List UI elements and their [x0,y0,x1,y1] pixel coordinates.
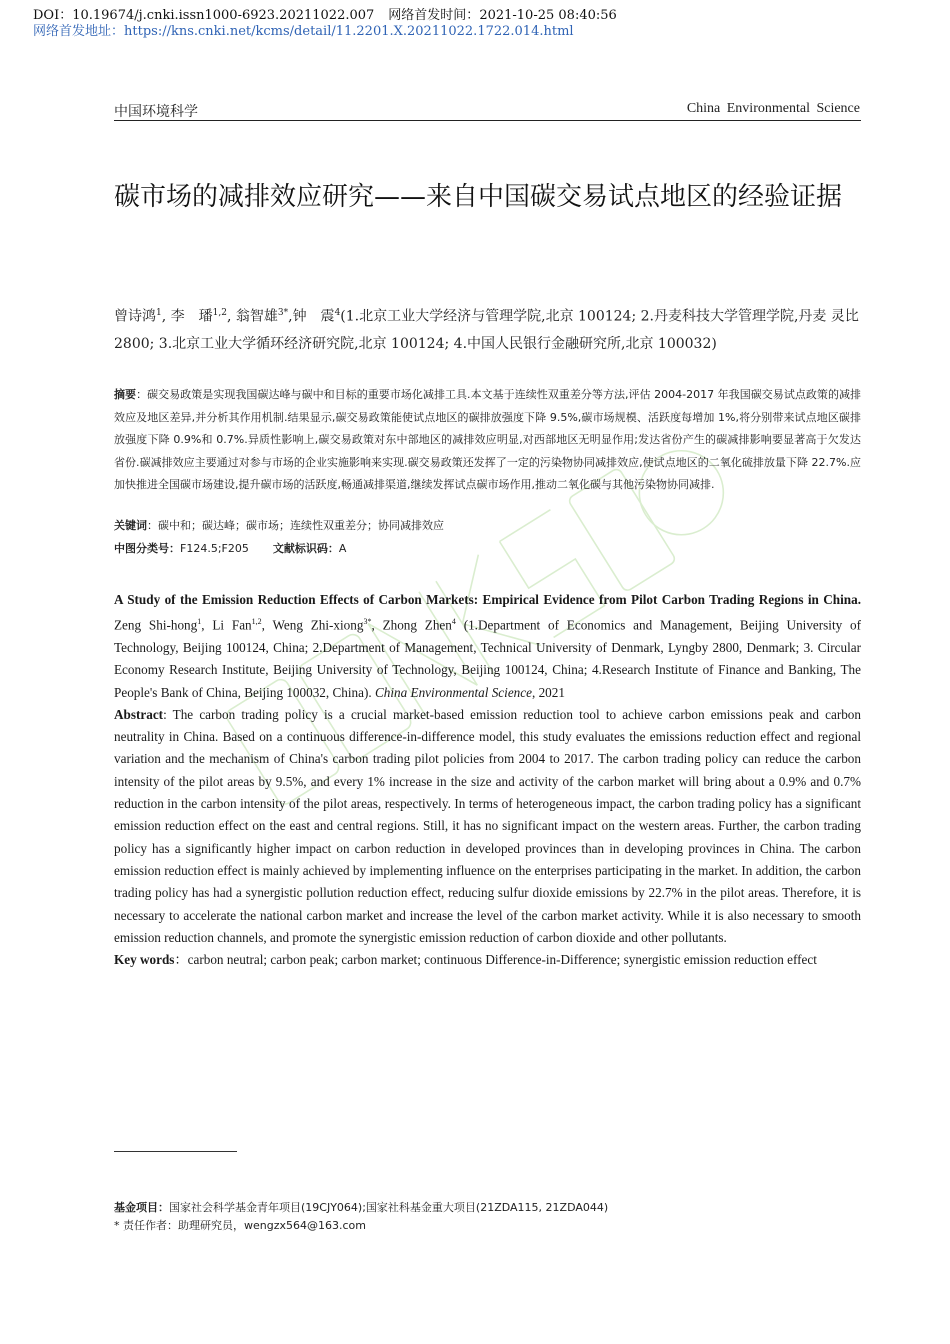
doi-label: DOI： [33,8,73,23]
english-affiliations: (1.Department of Economics and Management, Beijing University of Technology, Beijing 100124, China; 2.Department of Management, Technical University of Denmark, Lyngby 2800, Denmark; 3. Circular Economy Research Institute, Beijing University of Technology, Beijing 100124, China; 4.Research Institute of Finance and Banking, The People's Bank of China, Beijing 100032, China). [114,617,862,700]
pub-url-link[interactable]: https://kns.cnki.net/kcms/detail/11.2201.X.20211022.1722.014.html [124,24,574,39]
english-keywords-text: ：carbon neutral; carbon peak; carbon market; continuous Difference-in-Difference; synergistic emission reduction effect [174,952,817,968]
corresponding-author-footnote: * 责任作者：助理研究员，wengzx564@163.com [114,1219,366,1232]
footnote-rule [114,1151,237,1152]
en-author-sup: 1 [197,617,202,627]
en-author-name: Li Fan [212,617,252,633]
abstract-cn-label: 摘要 [114,388,137,401]
english-title-paragraph: A Study of the Emission Reduction Effects of Carbon Markets: Empirical Evidence from Pilot Carbon Trading Regions in China. Zeng Shi-hong$^1$, Li Fan$^{1,2}$, Weng Zhi-xiong$^{3*}$, Zhong Zhen$^4$ (1.Department of Economics and Management, Beijing University of Technology, Beijing 100124, China; 2.Department of Management, Technical University of Denmark, Lyngby 2800, Denmark; 3. Circular Economy Research Institute, Beijing University of Technology, Beijing 100124, China; 4.Research Institute of Finance and Banking, The People's Bank of China, Beijing 100032, China). China Environmental Science, 2021 [114,592,862,700]
clc-value: F124.5;F205 [180,542,249,555]
abstract-cn-text: 碳交易政策是实现我国碳达峰与碳中和目标的重要市场化减排工具.本文基于连续性双重差分等方法,评估 2004-2017 年我国碳交易试点政策的减排效应及地区差异,并分析其作用机制.结果显示,碳交易政策能使试点地区的碳排放强度下降 9.5%,碳市场规模、活跃度每增加 1%,将分别带来试点地区碳排放强度下降 0.9%和 0.7%.异质性影响上,碳交易政策对东中部地区的减排效应明显,对西部地区无明显作用;发达省份产生的碳减排影响要显著高于欠发达省份.碳减排效应主要通过对参与市场的企业实施影响来实现.碳交易政策还发挥了一定的污染物协同减排效应,使试点地区的二氧化硫排放量下降 22.7%.应加快推进全国碳市场建设,提升碳市场的活跃度,畅通减排渠道,继续发挥试点碳市场作用,推动二氧化碳与其他污染物协同减排. [114,388,862,492]
affiliations-cn: (1.北京工业大学经济与管理学院,北京 100124; 2.丹麦科技大学管理学院,丹麦 灵比 2800; 3.北京工业大学循环经济研究院,北京 100124; 4.中国人民银行金融研究所,北京 100032) [114,308,859,352]
en-author-sup: 3* [363,617,372,627]
fund-text: 国家社会科学基金青年项目(19CJY064);国家社科基金重大项目(21ZDA115, 21ZDA044) [169,1201,609,1214]
english-journal: China Environmental Science [374,684,532,700]
english-year: , 2021 [531,684,565,700]
paper-title: 碳市场的减排效应研究——来自中国碳交易试点地区的经验证据 [114,182,843,212]
english-abstract-paragraph [114,704,861,949]
en-author-name: Weng Zhi-xiong [272,617,364,633]
abstract-cn-sep: ： [136,388,148,401]
doc-code-label: 文献标识码： [272,542,339,555]
doc-code-value: A [338,542,347,555]
author-name: 曾诗鸿 [114,308,156,325]
journal-name-cn: 中国环境科学 [114,104,198,120]
clc-label: 中图分类号： [114,542,180,555]
author-sup: 1,2 [212,308,227,318]
english-keywords-label: Key words [114,952,175,968]
journal-name-en: China Environmental Science [686,101,860,116]
abstract-cn [114,384,861,497]
pub-url-line [33,20,574,39]
pub-url-label: 网络首发地址： [33,24,125,39]
author-sup: 1 [156,308,162,318]
fund-footnote [114,1199,608,1215]
author-block: 曾诗鸿$^1$, 李 璠$^{1,2}$, 翁智雄$^{3*}$,钟 震$^4$(1.北京工业大学经济与管理学院,北京 100124; 2.丹麦科技大学管理学院,丹麦 灵比 2800; 3.北京工业大学循环经济研究院,北京 100124; 4.中国人民银行金融研究所,北京 100032) [114,308,859,352]
keywords-cn [114,517,444,533]
en-author-sup: 4 [451,617,456,627]
pub-time-value: 2021-10-25 08:40:56 [479,8,617,23]
english-abstract-label: Abstract [114,706,164,722]
en-author-name: Zhong Zhen [382,617,452,633]
author-sup: 3* [277,308,289,318]
fund-label: 基金项目： [114,1201,169,1214]
pub-time-label: 网络首发时间： [388,8,480,23]
en-author-sup: 1,2 [251,617,262,627]
author-sup: 4 [334,308,341,318]
keywords-cn-label: 关键词 [114,519,147,532]
english-title: A Study of the Emission Reduction Effects of Carbon Markets: Empirical Evidence from Pilot Carbon Trading Regions in China. [114,592,861,607]
english-block [114,589,861,971]
author-name: 李 璠 [170,308,213,325]
en-author-name: Zeng Shi-hong [114,617,198,633]
keywords-cn-sep: ： [147,519,158,532]
author-name: 翁智雄 [235,308,278,325]
author-name: 钟 震 [292,308,335,325]
classification-line [114,540,346,556]
english-abstract-text: : The carbon trading policy is a crucial market-based emission reduction tool to achieve carbon emissions peak and carbon neutrality in China. Based on a continuous difference-in-difference model, this study evaluates the emissions reduction effect and regional variation and the mechanism of China's carbon trading pilot policies from 2004 to 2017. The carbon trading policy can reduce the carbon intensity of the pilot areas by 9.5%, and every 1% increase in the size and activity of the carbon market will bring about a 0.9% and 0.7% reduction in the carbon intensity of the pilot areas, respectively. In terms of heterogeneous impact, the carbon trading policy has a significant emission reduction effect on the east and central regions. Still, it has no significant impact on the western areas. Further, the carbon trading policy has a significantly higher impact on carbon reduction in developed provinces than in developing provinces in China. The carbon emission reduction effect is mainly achieved by implementing influence on the enterprises participating in the market. In addition, the carbon trading policy has had a synergistic pollution reduction effect, reducing sulfur dioxide emissions by 22.7% in the pilot areas. Therefore, it is necessary to accelerate the national carbon market and increase the level of the carbon market activity. While it is also necessary to smooth emission reduction channels, and promote the synergistic emission reduction of carbon dioxide and other pollutants. [114,706,861,945]
doi-value[interactable]: 10.19674/j.cnki.issn1000-6923.20211022.007 [72,8,375,23]
english-keywords-paragraph [114,949,861,971]
keywords-cn-text: 碳中和；碳达峰；碳市场；连续性双重差分；协同减排效应 [158,519,444,532]
header-rule [114,120,861,121]
